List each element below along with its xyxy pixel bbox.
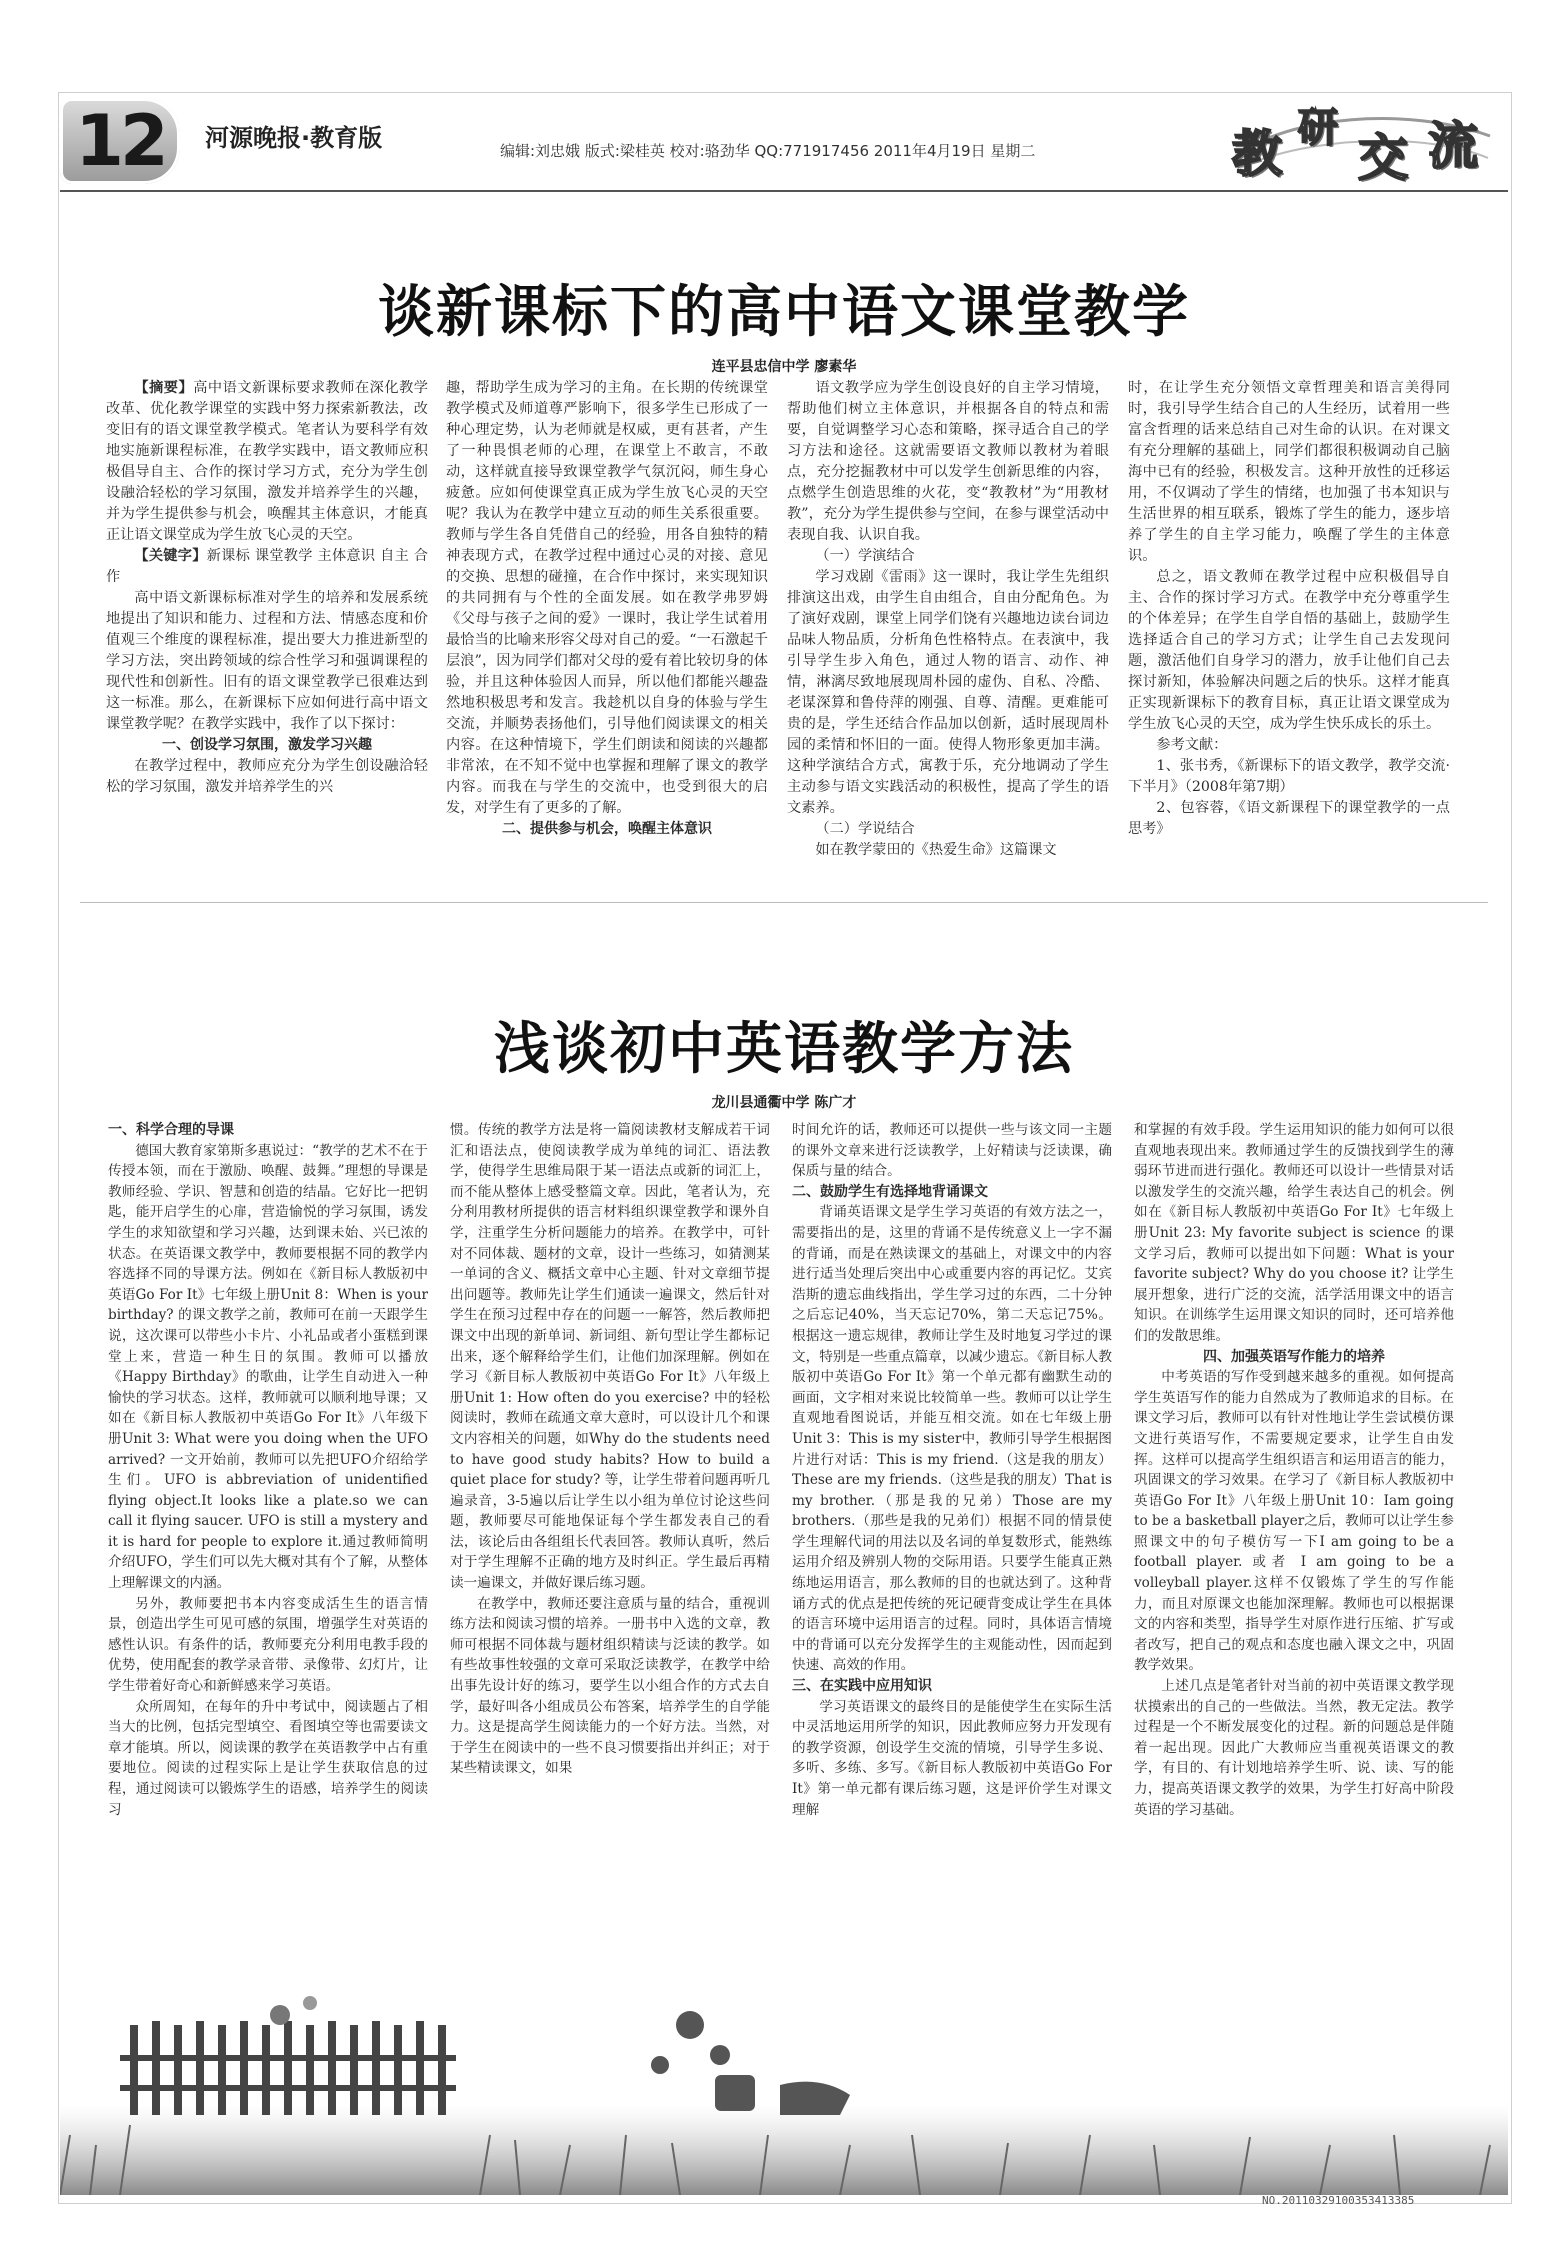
article1-column-4	[1128, 378, 1450, 898]
article1-column-3	[787, 378, 1109, 898]
paragraph-label: 【关键字】	[134, 548, 207, 564]
article-divider	[80, 902, 1488, 903]
paragraph: 高中语文新课标标准对学生的培养和发展系统地提出了知识和能力、过程和方法、情感态度和价值观三个维度的课程标准，提出要大力推进新型的学习方法，突出跨领域的综合性学习和强调课程的现代性和创新性。旧有的语文课堂教学已很难达到这一标准。那么，在新课标下应如何进行高中语文课堂教学呢？在教学实践中，我作了以下探讨：	[106, 590, 428, 732]
paragraph: 时间允许的话，教师还可以提供一些与该文同一主题的课外文章来进行泛读教学，上好精读与泛读课，确保质与量的结合。	[792, 1122, 1112, 1180]
section-title	[1228, 96, 1498, 187]
paragraph: 语文教学应为学生创设良好的自主学习情境，帮助他们树立主体意识，并根据各自的特点和需要，自觉调整学习心态和策略，探寻适合自己的学习方法和途径。这就需要语文教师以教材为着眼点，充分挖掘教材中可以发学生创新思维的内容，点燃学生创造思维的火花，变“教教材”为“用教材教”，充分为学生提供参与空间，在参与课堂活动中表现自我、认识自我。	[787, 380, 1109, 543]
paragraph: 时，在让学生充分领悟文章哲理美和语言美得同时，我引导学生结合自己的人生经历，试着用一些富含哲理的话来总结自己对生命的认识。在对课文有充分理解的基础上，同学们都很积极调动自己脑海中已有的经验，积极发言。这种开放性的迁移运用，不仅调动了学生的情绪，也加强了书本知识与生活世界的相互联系，锻炼了学生的能力，逐步培养了学生的自主学习能力，唤醒了学生的主体意识。	[1128, 380, 1450, 564]
paragraph: 中考英语的写作受到越来越多的重视。如何提高学生英语写作的能力自然成为了教师追求的目标。在课文学习后，教师可以有针对性地让学生尝试模仿课文进行英语写作，不需要规定要求，让学生自由发挥。这样可以提高学生组织语言和运用语言的能力，巩固课文的学习效果。在学习了《新目标人教版初中英语Go For It》八年级上册Unit 10：Iam going to be a basketball player之后，教师可以让学生参照课文中的句子模仿写一下I am going to be a football player. 或者 I am going to be a volleyball player.这样不仅锻炼了学生的写作能力，而且对原课文也能加深理解。教师也可以根据课文的内容和类型，指导学生对原作进行压缩、扩写或者改写，把自己的观点和态度也融入课文之中，巩固教学效果。	[1134, 1369, 1454, 1674]
paragraph: 另外，教师要把书本内容变成活生生的语言情景，创造出学生可见可感的氛围，增强学生对英语的感性认识。有条件的话，教师要充分利用电教手段的优势，使用配套的教学录音带、录像带、幻灯片，让学生带着好奇心和新鲜感来学习英语。	[108, 1595, 428, 1695]
paragraph-text: 新课标 课堂教学 主体意识 自主 合作	[106, 548, 428, 585]
article2-author: 龙川县通衢中学 陈广才	[711, 1095, 857, 1111]
section-heading: 一、科学合理的导课	[108, 1122, 234, 1138]
article1-column-1	[106, 378, 428, 898]
article1-author: 连平县忠信中学 廖素华	[711, 359, 857, 375]
article1-column-2	[446, 378, 768, 898]
section-char-4: 流	[1428, 116, 1478, 175]
paragraph: 在教学中，教师还要注意质与量的结合，重视训练方法和阅读习惯的培养。一册书中入选的文章，教师可根据不同体裁与题材组织精读与泛读的教学。如有些故事性较强的文章可采取泛读教学，在教学中给出事先设计好的练习，要学生以小组合作的方式去自学，最好叫各小组成员公布答案，培养学生的自学能力。这是提高学生阅读能力的一个好方法。当然，对于学生在阅读中的一些不良习惯要指出并纠正；对于某些精读课文，如果	[450, 1595, 770, 1777]
article2-title: 浅谈初中英语教学方法	[494, 1017, 1074, 1082]
section-char-1: 教	[1232, 124, 1282, 183]
paragraph: 在教学过程中，教师应充分为学生创设融洽轻松的学习氛围，激发并培养学生的兴	[106, 758, 428, 795]
subsection-heading: （二）学说结合	[815, 821, 915, 837]
section-heading: 二、提供参与机会，唤醒主体意识	[502, 821, 712, 837]
section-heading: 四、加强英语写作能力的培养	[1203, 1348, 1385, 1365]
article2-column-3	[792, 1120, 1112, 1956]
grass-decoration	[60, 1985, 1508, 2195]
paragraph: 德国大教育家第斯多惠说过：“教学的艺术不在于传授本领，而在于激励、唤醒、鼓舞。”理想的导课是教师经验、学识、智慧和创造的结晶。它好比一把钥匙，能开启学生的心扉，营造愉悦的学习氛围，诱发学生的求知欲望和学习兴趣，达到课未始、兴已浓的状态。在英语课文教学中，教师要根据不同的教学内容选择不同的导课方法。例如在《新目标人教版初中英语Go For It》七年级上册Unit 8：When is your birthday? 的课文教学之前，教师可在前一天跟学生说，这次课可以带些小卡片、小礼品或者小蛋糕到课堂上来，营造一种生日的氛围。教师可以播放《Happy Birthday》的歌曲，让学生自动进入一种愉快的学习状态。这样，教师就可以顺利地导课；又如在《新目标人教版初中英语Go For It》八年级下册Unit 3: What were you doing when the UFO arrived? 一文开始前，教师可以先把UFO介绍给学生们。UFO is abbreviation of unidentified flying object.It looks like a plate.so we can call it flying saucer. UFO is still a mystery and it is hard for people to explore it.通过教师简明介绍UFO，学生们可以先大概对其有个了解，从整体上理解课文的内涵。	[108, 1142, 428, 1592]
section-heading: 二、鼓励学生有选择地背诵课文	[792, 1183, 988, 1200]
section-heading: 一、创设学习氛围，激发学习兴趣	[162, 737, 372, 753]
edition-credits: 编辑:刘忠娥 版式:梁桂英 校对:骆劲华 QQ:771917456 2011年4月19日 星期二	[500, 142, 1036, 160]
section-char-3: 交	[1358, 128, 1408, 187]
article1-title: 谈新课标下的高中语文课堂教学	[378, 280, 1190, 345]
page-number: 12	[60, 98, 180, 184]
paragraph: 参考文献：	[1156, 737, 1228, 753]
article2-column-1	[108, 1120, 428, 1956]
paragraph: 如在教学蒙田的《热爱生命》这篇课文	[815, 842, 1057, 858]
paragraph: 众所周知，在每年的升中考试中，阅读题占了相当大的比例，包括完型填空、看图填空等也需要读文章才能填。所以，阅读课的教学在英语教学中占有重要地位。阅读的过程实际上是让学生获取信息的过程，通过阅读可以锻炼学生的语感，培养学生的阅读习	[108, 1698, 428, 1818]
article2-column-2	[450, 1120, 770, 1956]
paragraph: 惯。传统的教学方法是将一篇阅读教材支解成若干词汇和语法点，使阅读教学成为单纯的词汇、语法教学，使得学生思维局限于某一语法点或新的词汇上，而不能从整体上感受整篇文章。因此，笔者认为，充分利用教材所提供的语言材料组织课堂教学和课外自学，注重学生分析问题能力的培养。在教学中，可针对不同体裁、题材的文章，设计一些练习，如猜测某一单词的含义、概括文章中心主题、针对文章细节提出问题等。教师先让学生们通读一遍课文，然后针对学生在预习过程中存在的问题一一解答，然后教师把课文中出现的新单词、新词组、新句型让学生都标记出来，逐个解释给学生们，让他们加深理解。例如在学习《新目标人教版初中英语Go For It》八年级上册Unit 1: How often do you exercise? 中的轻松阅读时，教师在疏通文章大意时，可以设计几个和课文内容相关的问题，如Why do the students need to have good study habits? How to build a quiet place for study? 等，让学生带着问题再听几遍录音，3-5遍以后让学生以小组为单位讨论这些问题，教师要尽可能地保证每个学生都发表自己的看法，该论后由各组组长代表回答。教师认真听，然后对于学生理解不正确的地方及时纠正。学生最后再精读一遍课文，并做好课后练习题。	[450, 1122, 770, 1592]
section-heading: 三、在实践中应用知识	[792, 1678, 932, 1695]
paragraph: 2、包容蓉，《语文新课程下的课堂教学的一点思考》	[1128, 800, 1450, 837]
paragraph: 学习英语课文的最终目的是能使学生在实际生活中灵活地运用所学的知识，因此教师应努力开发现有的教学资源，创设学生交流的情境，引导学生多说、多听、多练、多写。《新目标人教版初中英语Go For It》第一单元都有课后练习题，这是评价学生对课文理解	[792, 1698, 1112, 1818]
paragraph: 学习戏剧《雷雨》这一课时，我让学生先组织排演这出戏，由学生自由组合，自由分配角色。为了演好戏剧，课堂上同学们饶有兴趣地边读台词边品味人物品质，分析角色性格特点。在表演中，我引导学生步入角色，通过人物的语言、动作、神情，淋漓尽致地展现周朴园的虚伪、自私、冷酷、老谋深算和鲁侍萍的刚强、自尊、清醒。更难能可贵的是，学生还结合作品加以创新，适时展现周朴园的柔情和怀旧的一面。使得人物形象更加丰满。这种学演结合方式，寓教于乐，充分地调动了学生主动参与语文实践活动的积极性，提高了学生的语文素养。	[787, 569, 1109, 816]
article2-column-4	[1134, 1120, 1454, 1956]
subsection-heading: （一）学演结合	[815, 548, 915, 564]
header-rule	[60, 190, 1508, 192]
paragraph: 背诵英语课文是学生学习英语的有效方法之一，需要指出的是，这里的背诵不是传统意义上一字不漏的背诵，而是在熟读课文的基础上，对课文中的内容进行适当处理后突出中心或重要内容的再记忆。艾宾浩斯的遗忘曲线指出，学生学习过的东西，二十分钟之后忘记40%，当天忘记70%，第二天忘记75%。根据这一遗忘规律，教师让学生及时地复习学过的课文，特别是一些重点篇章，以减少遗忘。《新目标人教版初中英语Go For It》第一个单元都有幽默生动的画面，文字相对来说比较简单一些。教师可以让学生直观地看图说话，并能互相交流。如在七年级上册Unit 3：This is my sister中，教师引导学生根据图片进行对话：This is my friend.（这是我的朋友）These are my friends.（这些是我的朋友）That is my brother.（那是我的兄弟）Those are my brothers.（那些是我的兄弟们）根据不同的情景使学生理解代词的用法以及名词的单复数形式，能熟练运用介绍及辨别人物的交际用语。只要学生能真正熟练地运用语言，那么教师的目的也就达到了。这种背诵方式的优点是把传统的死记硬背变成让学生在具体的语言环境中运用语言的过程。同时，具体语言情境中的背诵可以充分发挥学生的主观能动性，因而起到快速、高效的作用。	[792, 1204, 1112, 1674]
paragraph-label: 【摘要】	[134, 380, 194, 396]
keyword-paragraph	[106, 378, 428, 546]
paragraph: 上述几点是笔者针对当前的初中英语课文教学现状摸索出的自己的一些做法。当然，教无定法。教学过程是一个不断发展变化的过程。新的问题总是伴随着一起出现。因此广大教师应当重视英语课文的教学，有目的、有计划地培养学生听、说、读、写的能力，提高英语课文教学的效果，为学生打好高中阶段英语的学习基础。	[1134, 1678, 1454, 1818]
paragraph: 趣，帮助学生成为学习的主角。在长期的传统课堂教学模式及师道尊严影响下，很多学生已形成了一种心理定势，认为老师就是权威，更有甚者，产生了一种畏惧老师的心理，在课堂上不敢言，不敢动，这样就直接导致课堂教学气氛沉闷，师生身心疲惫。应如何使课堂真正成为学生放飞心灵的天空呢？我认为在教学中建立互动的师生关系很重要。教师与学生各自凭借自己的经验，用各自独特的精神表现方式，在教学过程中通过心灵的对接、意见的交换、思想的碰撞，在合作中探讨，来实现知识的共同拥有与个性的全面发展。如在教学弗罗姆《父母与孩子之间的爱》一课时，我让学生试着用最恰当的比喻来形容父母对自己的爱。“一石激起千层浪”，因为同学们都对父母的爱有着比较切身的体验，并且这种体验因人而异，所以他们都能兴趣盎然地积极思考和发言。我趁机以自身的体验与学生交流，并顺势表扬他们，引导他们阅读课文的相关内容。在这种情境下，学生们朗读和阅读的兴趣都非常浓，在不知不觉中也掌握和理解了课文的教学内容。而我在与学生的交流中，也受到很大的启发，对学生有了更多的了解。	[446, 380, 768, 816]
paragraph: 1、张书秀，《新课标下的语文教学，教学交流·下半月》（2008年第7期）	[1128, 758, 1450, 795]
paragraph: 总之，语文教师在教学过程中应积极倡导自主、合作的探讨学习方式。在教学中充分尊重学生的个体差异；在学生自学自悟的基础上，鼓励学生选择适合自己的学习方式；让学生自己去发现问题，激活他们自身学习的潜力，放手让他们自己去探讨新知，体验解决问题之后的快乐。这样才能真正实现新课标下的教育目标，真正让语文课堂成为学生放飞心灵的天空，成为学生快乐成长的乐土。	[1128, 569, 1450, 732]
paragraph-text: 高中语文新课标要求教师在深化教学改革、优化教学课堂的实践中努力探索新教法，改变旧有的语文课堂教学模式。笔者认为要科学有效地实施新课程标准，在教学实践中，语文教师应积极倡导自主、合作的探讨学习方式，充分为学生创设融洽轻松的学习氛围，激发并培养学生的兴趣，并为学生提供参与机会，唤醒其主体意识，才能真正让语文课堂成为学生放飞心灵的天空。	[106, 380, 428, 543]
paragraph: 和掌握的有效手段。学生运用知识的能力如何可以很直观地表现出来。教师通过学生的反馈找到学生的薄弱环节进而进行强化。教师还可以设计一些情景对话以激发学生的交流兴趣，给学生表达自己的机会。例如在《新目标人教版初中英语Go For It》七年级上册Unit 23: My favorite subject is science 的课文学习后，教师可以提出如下问题：What is your favorite subject? Why do you choose it? 让学生展开想象，进行广泛的交流，活学活用课文中的语言知识。在训练学生运用课文知识的同时，还可培养他们的发散思维。	[1134, 1122, 1454, 1344]
issue-code: NO.20110329100353413385	[1262, 2194, 1415, 2207]
newspaper-masthead: 河源晚报·教育版	[205, 124, 383, 152]
keyword-paragraph	[106, 546, 428, 588]
section-char-2: 研	[1298, 104, 1338, 151]
